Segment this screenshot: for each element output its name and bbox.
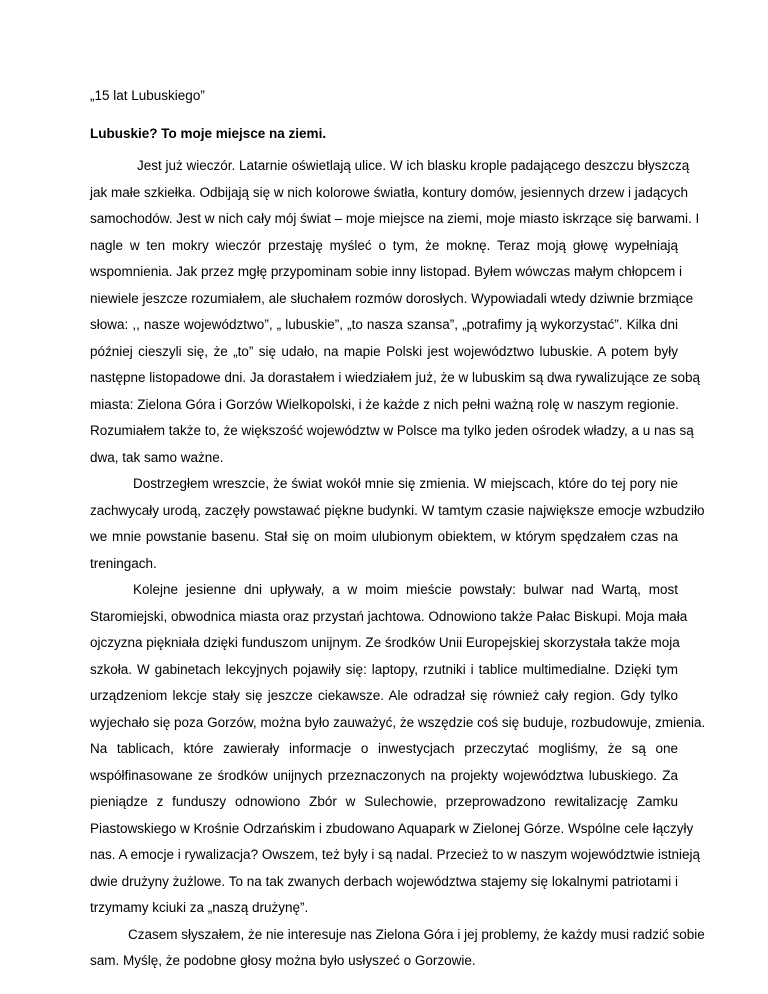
paragraph-line: nas. A emocje i rywalizacja? Owszem, też były i są nadal. Przecież to w naszym województwie istnieją [90,847,700,862]
paragraph-line: miasta: Zielona Góra i Gorzów Wielkopolski, i że każde z nich pełni ważną rolę w naszym regionie. [90,397,679,412]
paragraph-line: wyjechało się poza Gorzów, można było zauważyć, że wszędzie coś się buduje, rozbudowuje, zmienia. [90,715,706,730]
paragraph-line: samochodów. Jest w nich cały mój świat – moje miejsce na ziemi, moje miasto iskrzące się barwami. I [90,211,700,226]
paragraph-line: jak małe szkiełka. Odbijają się w nich kolorowe światła, kontury domów, jesiennych drzew i jadących [90,185,689,200]
paragraph-line: treningach. [90,556,157,571]
paragraph-line: dwie drużyny żużlowe. To na tak zwanych derbach województwa stajemy się lokalnymi patriotami i [90,874,678,889]
paragraph-line: wspomnienia. Jak przez mgłę przypominam sobie inny listopad. Byłem wówczas małym chłopcem i [90,264,682,279]
paragraph-line: urządzeniom lekcje stały się jeszcze ciekawsze. Ale odradzał się również cały region. Gdy tylko [90,688,678,703]
paragraph-line: później cieszyli się, że „to” się udało, na mapie Polski jest województwo lubuskie. A potem były [90,344,678,359]
document-header: „15 lat Lubuskiego” [90,88,205,103]
paragraph-line: Staromiejski, obwodnica miasta oraz przystań jachtowa. Odnowiono także Pałac Biskupi. Moja mała [90,609,688,624]
paragraph-line: ojczyzna piękniała dzięki funduszom unijnym. Ze środków Unii Europejskiej skorzystała także moja [90,635,680,650]
paragraph-line: Czasem słyszałem, że nie interesuje nas Zielona Góra i jej problemy, że każdy musi radzić sobie [128,927,705,942]
paragraph-line: we mnie powstanie basenu. Stał się on moim ulubionym obiektem, w którym spędzałem czas na [90,529,678,544]
paragraph-line: sam. Myślę, że podobne głosy można było usłyszeć o Gorzowie. [90,953,476,968]
paragraph-line: Rozumiałem także to, że większość województw w Polsce ma tylko jeden ośrodek władzy, a u nas są [90,423,694,438]
paragraph-line: pieniądze z funduszy odnowiono Zbór w Sulechowie, przeprowadzono rewitalizację Zamku [90,794,678,809]
paragraph-line: Piastowskiego w Krośnie Odrzańskim i zbudowano Aquapark w Zielonej Górze. Wspólne cele łączyły [90,821,694,836]
paragraph-line: słowa: ,, nasze województwo”, „ lubuskie”, „to nasza szansa”, „potrafimy ją wykorzystać”. Kilka dni [90,317,678,332]
paragraph-line: Dostrzegłem wreszcie, że świat wokół mnie się zmienia. W miejscach, które do tej pory nie [133,476,678,491]
paragraph-line: następne listopadowe dni. Ja dorastałem i wiedziałem już, że w lubuskim są dwa rywalizujące ze sobą [90,370,701,385]
paragraph-line: trzymamy kciuki za „naszą drużynę”. [90,900,309,915]
paragraph-line: Jest już wieczór. Latarnie oświetlają ulice. W ich blasku krople padającego deszczu błyszczą [137,158,690,173]
paragraph-line: nagle w ten mokry wieczór przestaję myśleć o tym, że moknę. Teraz moją głowę wypełniają [90,238,678,253]
paragraph-line: dwa, tak samo ważne. [90,450,224,465]
paragraph-line: współfinasowane ze środków unijnych przeznaczonych na projekty województwa lubuskiego. Za [90,768,678,783]
document-title: Lubuskie? To moje miejsce na ziemi. [90,126,327,141]
paragraph-line: niewiele jeszcze rozumiałem, ale słuchałem rozmów dorosłych. Wypowiadali wtedy dziwnie brzmiące [90,291,694,306]
paragraph-line: szkoła. W gabinetach lekcyjnych pojawiły się: laptopy, rzutniki i tablice multimedialne. Dzięki tym [90,662,678,677]
paragraph-line: Na tablicach, które zawierały informacje o inwestycjach przeczytać mogliśmy, że są one [90,741,678,756]
paragraph-line: zachwycały urodą, zaczęły powstawać piękne budynki. W tamtym czasie największe emocje wzbudziło [90,503,705,518]
paragraph-line: Kolejne jesienne dni upływały, a w moim mieście powstały: bulwar nad Wartą, most [133,582,678,597]
